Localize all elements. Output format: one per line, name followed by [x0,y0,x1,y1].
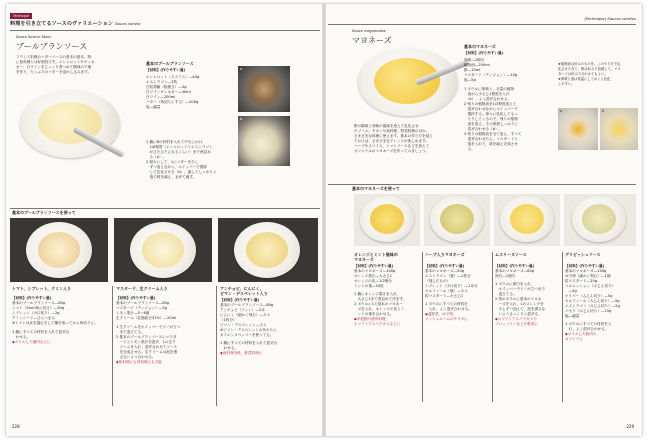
variation-steps: 1 鍋にすべての材料を入れて混ぜ合 わせる。 [12,330,70,339]
steps-text: 1 鍋にBの材料を入れて中火にかけ、 1/8程度（エシャロットとエストラゴン がひたひたになるくらい）まで煮詰め る（a）。 2 弱火にして、1にバターを少し ずつ加えながら、ホイッパーで攪拌 して乳化させる（b）。漉してしっかりと 塩で味を調え、まぜて漉す。 [146,140,217,179]
step-photo-a [238,66,290,112]
variations-rule [10,208,320,209]
variation-label: 【材料】(作りやすい量) [565,264,605,268]
variation-name: トマト、シブレット、クミン入り [12,286,72,291]
variation-steps: 1 生クリームをホイッパーでツノが立つ まで泡立てる。 2 基本のブールブランソースにマスタ ードとレモン果汁を混ぜ、1の生ク リームを入れ、混ぜ合わせてソース を完成させる。生クリームは泡を潰 さないよう合わせる。 [116,325,181,359]
variation-ingredients: 基本のブールブランソース―80g トマト（5mm角に切る）―30g シブレット（小口切り）―2g クミンシード―ひとつまみ ※トマトは皮を湯むきして種を取ってから角切りに。 [12,301,98,325]
variation-name: オレンジとミント風味の マヨネーズ [354,252,398,262]
ingredients-list: エシャロット（スライス）―40g エストラゴン―3枝 白粒胡椒（粗挽き）―3g 白ワインヴィネガー―40ml 白ワイン―200ml バター（角切りにする）―200g 塩―適量 [146,75,200,109]
intro-text: 酢の酸味と卵黄の風味を加えて乳化させ たソース。チキンや魚料理、野菜料理のほか、 さまざまな料理に使えます。基本の作り方を覚え ておけば、さまざまなアレンジが楽しめます。 ハーブやスパイス、トマトソースなどを加えて オリジナルのマヨネーズを作ってみましょう。 [354,124,433,153]
step-photo-a [558,108,598,150]
steps-text: 1 ボウルに卵黄と、分量の植物 油から小さじ1程度を入れ （a）、よく混ぜ合わせる。 2 残りの植物油を1/3程度加えて 混ぜ合わせながらホイッパーで 攪拌する。徐々に乳化してもっ たりしてくるので、残りの植物 油を加え、その都度しっかりと 混ぜ合わせる（b）。 3 残りの植物油を全て加え、すべて 混ぜ合わせたら、マスタードと 塩を入れて、味を調え完成させ る。 [464,87,522,151]
variation-label: 【材料】(作りやすい量) [220,298,260,302]
variations-heading: 基本のマヨネーズを使って [352,186,400,191]
variation-herb [425,252,491,322]
header-rule [10,30,320,31]
photo-a-label: a [240,67,243,71]
beurre-blanc-bowl-image [20,90,120,158]
fr-name: Sauce mayonnaise [352,29,386,33]
variation-name: マスタード、生クリーム入り [116,286,168,291]
header-rule [328,24,636,25]
intro-text: フランス料理のバターソースの基本の基本。特 に魚料理とは好相性です。エシャロットやヴィネ ガー、白ワインをじっくり煮つめて酸味の下地 を作り、たっぷりのバターを溶かし込みます。 [16,55,95,74]
photo-a-label: a [560,109,563,113]
variation-note: ◆魚料理にも肉料理にも万能 [116,360,162,364]
variation-note: ◆魚料理全般、野菜料理に [220,351,263,355]
ingredients-list: 卵黄―2個分 植物油―200ml 酢―10ml マスタード（ディジョン）―10g 塩―5g [464,58,518,82]
column-divider [216,286,217,406]
variation-ingredients: 基本のマヨネーズ―50g エストラゴン（葉）―1枝分 （刻んだもの） シブレット（小口切り）―1本分 セルフィーユ（葉）―少々 粒マスタード―小さじ1 [425,269,478,298]
step-photo-b [600,108,638,150]
left-header-title: 料理を引き立てるソースのヴァリエーション Sauces variées [10,21,141,27]
variation-steps: 1 ボウルに卵白を入れ、 ホイッパーでツノが立つまで 泡立てる。 2 別のボウルに基本のマヨネ ーズを入れ、1のメレンゲを 少しずつ加えて、泡を潰さな いようさっくりと混ぜる。 [495,282,546,316]
photo-b-label: b [240,117,243,121]
column-divider [422,252,423,402]
left-page [6,4,324,436]
right-header: |Technique| Sauces variées [584,16,636,21]
variation-steps: 1 ボウルにすべての材料を 入れ、よく混ぜ合わせる。 [425,302,472,311]
side-note: ★植物油は好みのものを。このやり方で乳 化させたあと、酢は好みで加減して。マス タードは好みで合わせてもよい。 ★卵黄と油は常温にしておくと乳化 しやすい。 [558,62,621,86]
variation-photo-gribiche [564,194,636,246]
variation-note: ◆ボイルした豚肉や カツレツに [565,332,597,341]
variations-heading: 基本のブールブランソースを使って [12,210,76,215]
variation-tomato [12,286,110,345]
variation-photo-herb [424,194,490,246]
page-number: 228 [12,424,20,429]
variation-photo-mousseline [494,194,560,246]
variation-gribiche [565,252,639,342]
header-tag: Technique [10,13,32,19]
ingredients-heading: 基本のブールブランソース [146,61,194,66]
ingredients-heading: 基本のマヨネーズ [464,44,496,49]
page-title: ブールブランソース [16,42,88,51]
variation-note: ◆甲殻類や鶏肉料理、 ホワイトアスパラガスなどに [354,317,401,326]
variation-label: 【材料】(作りやすい量) [12,296,52,300]
variation-photo-orange [354,194,420,246]
variation-mustard [116,286,214,365]
variation-ingredients: 基本のブールブランソース―80g マスタード（ディジョン）―5g レモン果汁―5～6滴 生クリーム（乳脂肪分37%）―20ml [116,301,177,320]
variation-orange-mint [354,252,420,327]
variation-name: ムスリーヌソース [495,252,527,257]
variation-note: ◆グリルした鶏肉などに [12,340,51,344]
variation-label: 【材料】(作りやすい量) [425,264,465,268]
variation-anchovy [220,286,320,356]
variation-name: グリビッシュソース [565,252,601,257]
variation-ingredients: 基本のマヨネーズ―60g 卵白―1個分 [495,269,535,278]
column-divider [492,252,493,402]
right-page [324,4,642,436]
variation-ingredients: 基本のブールブランソース―80g アンチョビ（フィレ）―2本 にんにく（細かく刻む）―少々 （1枚分） ピマン・デスペレット―少々 ※ピマン・デスペレットの代わりに カイエンヌペッパーを使っても。 [220,303,277,337]
variation-name: ハーブ入りマヨネーズ [425,252,465,257]
variation-note: ◆温野菜、ゆで卵、 マッシュルームのサラダに [425,312,468,321]
variation-ingredients: 基本のマヨネーズ―150g ゆで卵（細かく刻む）―1個 粒マスタード―20g コルニッション（みじん切り） ―5g ケイパー（みじん切り）―5g セルフィーユ（みじん切り）―5g エストラゴン（みじん切り）―5g パセリ（みじん切り）―15g 塩―適量 [565,269,620,318]
variation-label: 【材料】(作りやすい量) [495,264,535,268]
book-spread [6,4,642,436]
variation-label: 【材料】(作りやすい量) [116,296,156,300]
variation-photo-tomato [10,218,108,282]
variation-label: 【材料】(作りやすい量) [354,264,394,268]
mayonnaise-bowl-image [358,48,458,116]
variation-steps: 1 鍋にオレンジ果汁を入れ、 大さじ1まで煮詰めて冷ます。 2 ボウルに1と基本のマヨネー ズを入れ、オレンジの皮とミ ントの葉を合わせる。 [354,292,407,316]
ingredients-label: 【材料】(作りやすい量) [464,51,504,55]
variations-rule [328,184,636,185]
fr-name: Sauce beurre blanc [16,35,52,39]
column-divider [562,252,563,402]
variation-ingredients: 基本のマヨネーズ―100g オレンジ果汁―大さじ1 オレンジの皮―1/2個分 ミントの葉―10枚 [354,269,396,288]
variation-photo-anchovy [218,218,318,282]
step-photo-b [238,116,290,166]
page-title: マヨネーズ [352,36,392,45]
variation-note: ◆ホワイトアスパラガスや ブロッコリーなどの野菜に [495,317,539,326]
variation-steps: 1 ボウルにすべての材料を入 れ、よく混ぜ合わせる。 [565,322,612,331]
variation-mousseline [495,252,561,327]
photo-b-label: b [602,109,605,113]
column-divider [112,286,113,406]
ingredients-label: 【材料】(作りやすい量) [146,68,186,72]
variation-name: アンチョビ、にんにく、 ピマン・デスペレット入り [220,286,268,296]
variation-steps: 1 鍋にすべての材料を入れて混ぜ合 わせる。 [220,341,278,350]
variation-photo-mustard [114,218,212,282]
page-number: 229 [626,424,634,429]
